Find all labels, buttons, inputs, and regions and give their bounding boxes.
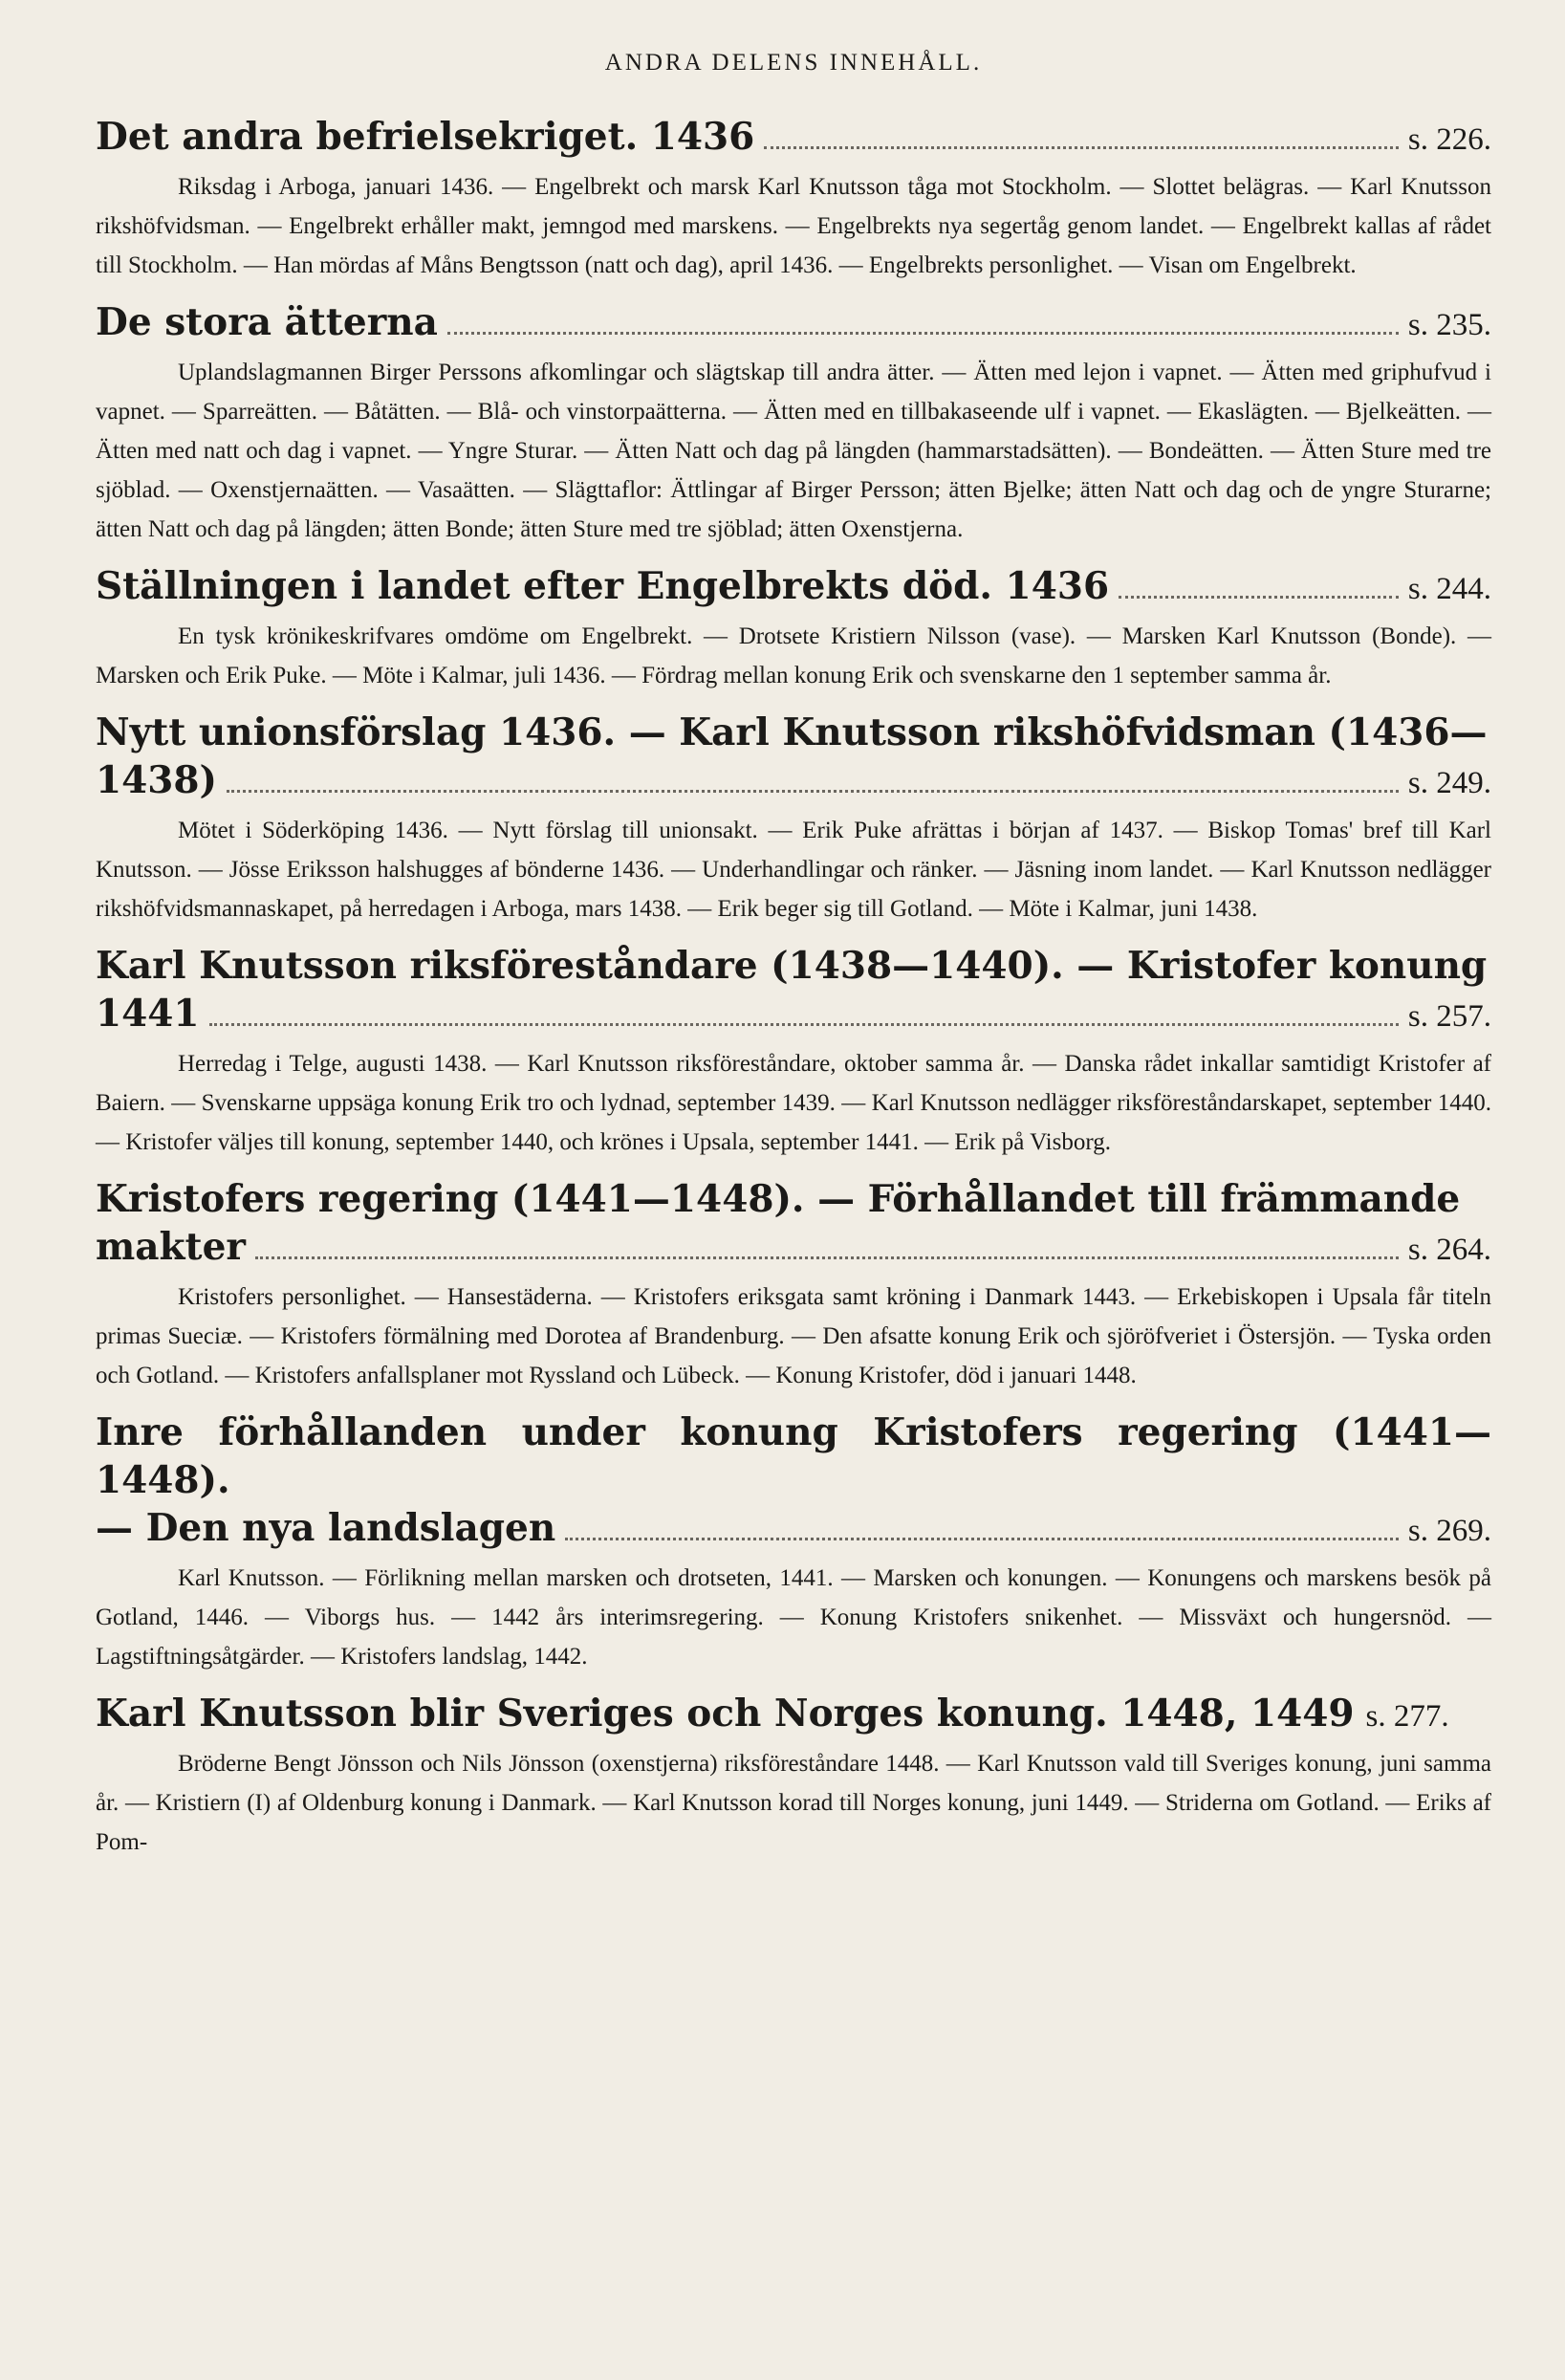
heading-first-line: Karl Knutsson riksföreståndare (1438—1440). — Kristofer konung [96,944,1488,988]
entry-summary: Karl Knutsson. — Förlikning mellan marsken och drotseten, 1441. — Marsken och konungen. — Konungens och marskens besök på Gotland, 1446. — Viborgs hus. — 1442 års interimsregering. — Konung Kristofers snikenhet. — Missväxt och hungersnöd. — Lagstiftningsåtgärder. — Kristofers landslag, 1442. [96,1565,1491,1670]
entry-summary: Riksdag i Arboga, januari 1436. — Engelbrekt och marsk Karl Knutsson tåga mot Stockholm. — Slottet belägras. — Karl Knutsson rikshöfvidsman. — Engelbrekt erhåller makt, jemngod med marskens. — Engelbrekts nya segertåg genom landet. — Engelbrekt kallas af rådet till Stockholm. — Han mördas af Måns Bengtsson (natt och dag), april 1436. — Engelbrekts personlighet. — Visan om Engelbrekt. [96,174,1491,278]
heading-leader-line [96,756,1491,807]
heading-title: 1438) [96,758,217,802]
entry-heading [96,562,1491,613]
entry-heading [96,113,1491,164]
heading-leader-line [96,1504,1491,1555]
toc-entry [96,942,1491,1162]
heading-leader-line [96,1223,1491,1274]
page-reference: s. 277. [1365,1699,1449,1734]
toc-entry [96,298,1491,549]
toc-entry [96,113,1491,285]
heading-leader-line [96,990,1491,1040]
entry-summary: Kristofers personlighet. — Hansestäderna. — Kristofers eriksgata samt kröning i Danmark 1443. — Erkebiskopen i Upsala får titeln primas Sueciæ. — Kristofers förmälning med Dorotea af Brandenburg. — Den afsatte konung Erik och sjöröfveriet i Östersjön. — Tyska orden och Gotland. — Kristofers anfallsplaner mot Ryssland och Lübeck. — Konung Kristofer, död i januari 1448. [96,1284,1491,1388]
heading-leader-line [96,1690,1491,1740]
toc-entry [96,1408,1491,1676]
heading-title: De stora ätterna [96,300,438,344]
page-reference: s. 249. [1407,766,1491,800]
entry-heading [96,1690,1491,1740]
entry-heading [96,298,1491,349]
page-reference: s. 244. [1407,572,1491,606]
leader-dots [255,1256,1399,1259]
document-page [96,50,1491,1875]
entry-summary: Uplandslagmannen Birger Perssons afkomlingar och slägtskap till andra ätter. — Ätten med lejon i vapnet. — Ätten med griphufvud i vapnet. — Sparreätten. — Båtätten. — Blå- och vinstorpaätterna. — Ätten med en tillbakaseende ulf i vapnet. — Ekaslägten. — Bjelkeätten. — Ätten med natt och dag i vapnet. — Yngre Sturar. — Ätten Natt och dag på längden (hammarstadsätten). — Bondeätten. — Ätten Sture med tre sjöblad. — Oxenstjernaätten. — Vasaätten. — Slägttaflor: Ättlingar af Birger Persson; ätten Bjelke; ätten Natt och dag och de yngre Sturarne; ätten Natt och dag på längden; ätten Bonde; ätten Sture med tre sjöblad; ätten Oxenstjerna. [96,360,1491,542]
running-head: ANDRA DELENS INNEHÅLL. [604,50,983,76]
page-reference: s. 269. [1407,1514,1491,1548]
leader-dots [447,332,1399,335]
entry-heading [96,942,1491,1040]
entry-summary: Bröderne Bengt Jönsson och Nils Jönsson (oxenstjerna) riksföreståndare 1448. — Karl Knutsson vald till Sveriges konung, juni samma år. — Kristiern (I) af Oldenburg konung i Danmark. — Karl Knutsson korad till Norges konung, juni 1449. — Striderna om Gotland. — Eriks af Pom- [96,1751,1491,1855]
heading-leader-line [96,298,1491,349]
entry-heading [96,1408,1491,1555]
toc-entry [96,1175,1491,1395]
heading-title: Ställningen i landet efter Engelbrekts död. 1436 [96,564,1110,608]
page-reference: s. 257. [1407,999,1491,1034]
entry-heading [96,1175,1491,1274]
leader-dots [1119,596,1399,599]
entry-summary: Mötet i Söderköping 1436. — Nytt förslag till unionsakt. — Erik Puke afrättas i början af 1437. — Biskop Tomas' bref till Karl Knutsson. — Jösse Eriksson halshugges af bönderne 1436. — Underhandlingar och ränker. — Jäsning inom landet. — Karl Knutsson nedlägger rikshöfvidsmannaskapet, på herredagen i Arboga, mars 1438. — Erik beger sig till Gotland. — Möte i Kalmar, juni 1438. [96,818,1491,922]
heading-title: 1441 [96,992,200,1036]
heading-first-line: Inre förhållanden under konung Kristofers regering (1441—1448). [96,1410,1491,1502]
toc-entry [96,709,1491,928]
leader-dots [565,1538,1399,1540]
heading-title: makter [96,1225,246,1269]
heading-title: — Den nya landslagen [96,1506,556,1550]
entry-heading [96,709,1491,807]
entry-summary: Herredag i Telge, augusti 1438. — Karl Knutsson riksföreståndare, oktober samma år. — Danska rådet inkallar samtidigt Kristofer af Baiern. — Svenskarne uppsäga konung Erik tro och lydnad, september 1439. — Karl Knutsson nedlägger riksföreståndarskapet, september 1440. — Kristofer väljes till konung, september 1440, och krönes i Upsala, september 1441. — Erik på Visborg. [96,1051,1491,1155]
page-reference: s. 235. [1407,308,1491,342]
page-reference: s. 226. [1407,122,1491,157]
page-reference: s. 264. [1407,1233,1491,1267]
leader-dots [227,790,1399,793]
heading-leader-line [96,113,1491,164]
heading-leader-line [96,562,1491,613]
leader-dots [209,1023,1399,1026]
toc-entry [96,1690,1491,1862]
heading-title: Det andra befrielsekriget. 1436 [96,115,755,159]
heading-first-line: Nytt unionsförslag 1436. — Karl Knutsson rikshöfvidsman (1436— [96,710,1488,754]
heading-first-line: Kristofers regering (1441—1448). — Förhållandet till främmande [96,1177,1461,1221]
heading-title: Karl Knutsson blir Sveriges och Norges konung. 1448, 1449 [96,1692,1355,1736]
leader-dots [764,146,1399,149]
toc-entry [96,562,1491,695]
entry-summary: En tysk krönikeskrifvares omdöme om Engelbrekt. — Drotsete Kristiern Nilsson (vase). — Marsken Karl Knutsson (Bonde). — Marsken och Erik Puke. — Möte i Kalmar, juli 1436. — Fördrag mellan konung Erik och svenskarne den 1 september samma år. [96,623,1491,688]
